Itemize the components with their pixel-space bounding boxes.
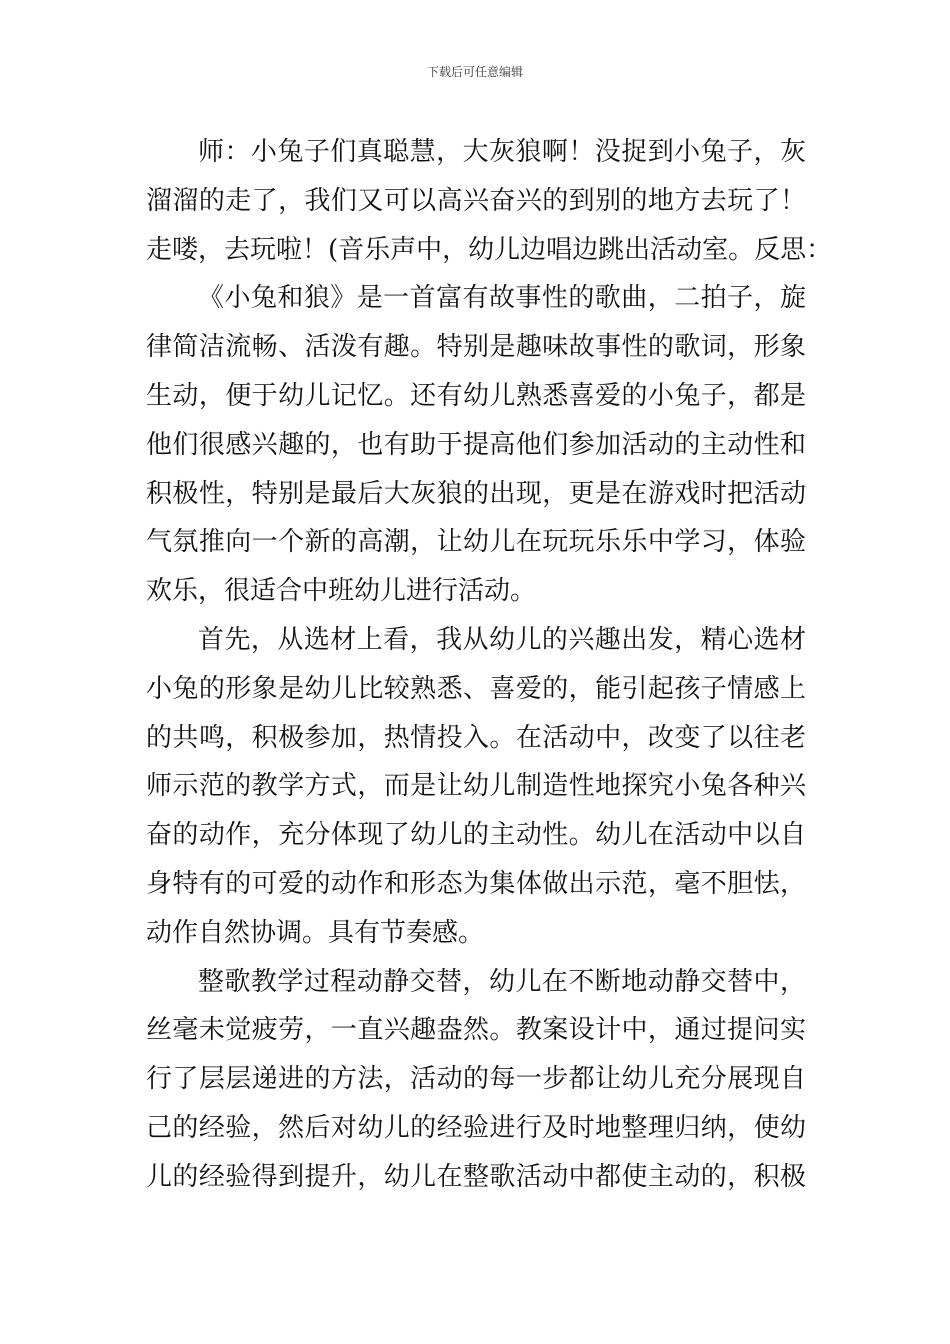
text-line: 首先，从选材上看，我从幼儿的兴趣出发，精心选材 xyxy=(198,624,806,655)
text-line: 生动，便于幼儿记忆。还有幼儿熟悉喜爱的小兔子，都是 xyxy=(146,380,806,411)
text-line: 小兔的形象是幼儿比较熟悉、喜爱的，能引起孩子情感上 xyxy=(146,673,806,704)
text-line: 溜溜的走了，我们又可以高兴奋兴的到别的地方去玩了！ xyxy=(146,185,806,216)
text-line: 整歌教学过程动静交替，幼儿在不断地动静交替中， xyxy=(198,966,806,997)
paragraph xyxy=(146,958,806,1202)
page-header: 下载后可任意编辑 xyxy=(426,65,523,79)
text-line: 师：小兔子们真聪慧，大灰狼啊！没捉到小兔子，灰 xyxy=(198,137,806,167)
text-line: 走喽，去玩啦！(音乐声中，幼儿边唱边跳出活动室。反思： xyxy=(146,234,833,265)
paragraph xyxy=(146,128,833,274)
paragraph xyxy=(146,616,806,958)
text-line: 己的经验，然后对幼儿的经验进行及时地整理归纳，使幼 xyxy=(146,1112,806,1143)
text-line: 行了层层递进的方法，活动的每一步都让幼儿充分展现自 xyxy=(146,1064,806,1095)
text-line: 律简洁流畅、活泼有趣。特别是趣味故事性的歌词，形象 xyxy=(146,332,806,363)
document-body xyxy=(146,128,833,1202)
text-line: 积极性，特别是最后大灰狼的出现，更是在游戏时把活动 xyxy=(146,478,806,509)
text-line: 气氛推向一个新的高潮，让幼儿在玩玩乐乐中学习，体验 xyxy=(146,527,806,558)
text-line: 丝毫未觉疲劳，一直兴趣盎然。教案设计中，通过提问实 xyxy=(146,1015,806,1046)
text-line: 奋的动作，充分体现了幼儿的主动性。幼儿在活动中以自 xyxy=(146,820,806,851)
paragraph xyxy=(146,274,806,616)
text-line: 欢乐，很适合中班幼儿进行活动。 xyxy=(146,576,537,607)
text-line: 身特有的可爱的动作和形态为集体做出示范，毫不胆怯， xyxy=(146,868,806,899)
text-line: 《小兔和狼》是一首富有故事性的歌曲，二拍子，旋 xyxy=(198,283,806,314)
text-line: 动作自然协调。具有节奏感。 xyxy=(146,917,485,948)
text-line: 师示范的教学方式，而是让幼儿制造性地探究小兔各种兴 xyxy=(146,771,806,802)
text-line: 的共鸣，积极参加，热情投入。在活动中，改变了以往老 xyxy=(146,722,806,753)
text-line: 儿的经验得到提升，幼儿在整歌活动中都使主动的，积极 xyxy=(146,1161,806,1192)
text-line: 他们很感兴趣的，也有助于提高他们参加活动的主动性和 xyxy=(146,429,806,460)
